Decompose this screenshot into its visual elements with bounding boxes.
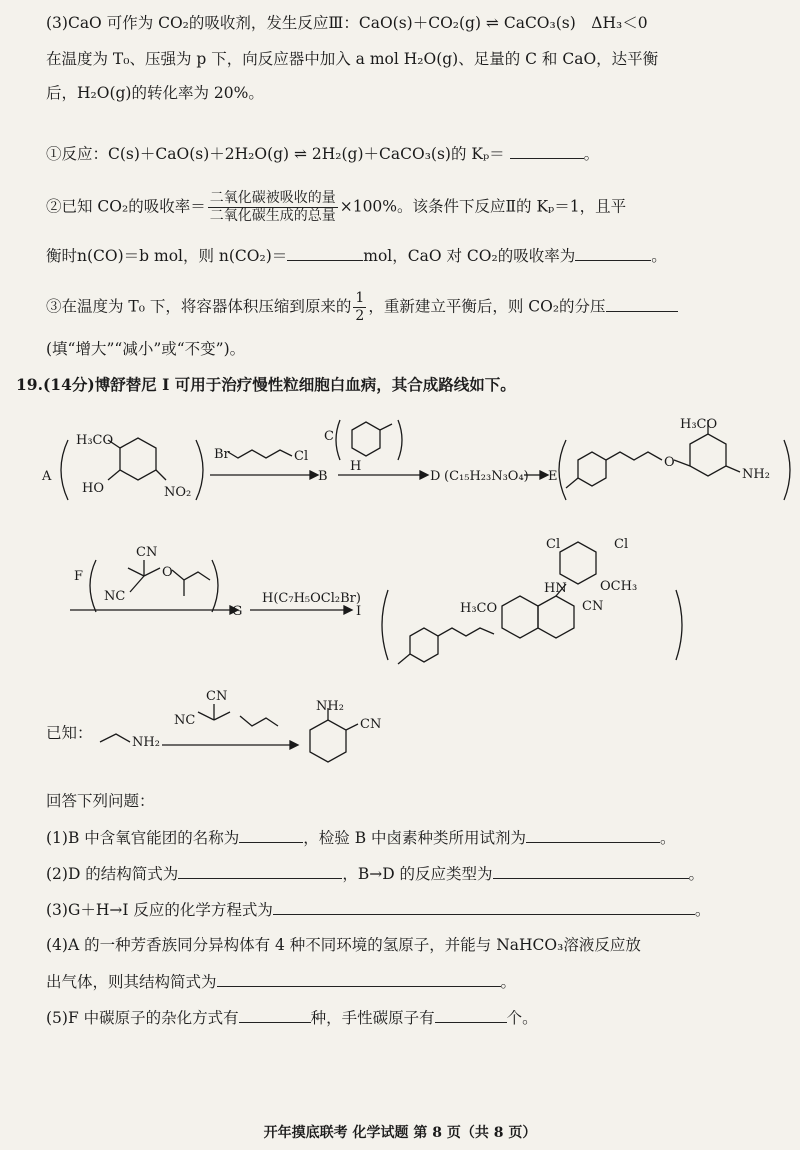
quinoline-ring-b <box>538 596 574 638</box>
sub3-text-a: ③在温度为 T₀ 下，将容器体积压缩到原来的 <box>46 297 352 316</box>
propyl-linker <box>438 628 494 636</box>
answer-blank[interactable] <box>178 862 342 879</box>
fraction-denominator: 二氧化碳生成的总量 <box>209 208 336 224</box>
q19-heading: 19.(14分)博舒替尼 I 可用于治疗慢性粒细胞白血病，其合成路线如下。 <box>16 375 516 394</box>
arrowhead <box>310 471 318 479</box>
answer-blank[interactable] <box>239 1006 311 1023</box>
arrowhead <box>420 471 428 479</box>
known-label: 已知： <box>46 724 93 742</box>
benzene-ring-a <box>120 438 156 480</box>
p5-text-b: 种，手性碳原子有 <box>310 1009 435 1027</box>
label-i: I <box>356 604 362 619</box>
dichlorophenyl-ring <box>560 542 596 584</box>
p5-text-c: 个。 <box>506 1009 538 1027</box>
reagent-br: Br <box>214 447 230 462</box>
dihydropyridine-ring <box>310 720 346 762</box>
label-f: F <box>74 569 84 584</box>
i-chloro-1: Cl <box>546 537 561 552</box>
propyl-linker <box>606 452 662 460</box>
known-amine: NH₂ <box>132 735 160 750</box>
arrowhead <box>290 741 298 749</box>
bond <box>566 478 578 488</box>
answer-blank[interactable] <box>239 826 303 843</box>
i-chloro-2: Cl <box>614 537 629 552</box>
e-methoxy: H₃CO <box>680 417 718 432</box>
sub2-text-d: mol，CaO 对 CO₂的吸收率为 <box>363 247 576 265</box>
page-footer: 开年摸底联考 化学试题 第 8 页（共 8 页） <box>263 1125 537 1141</box>
a-hydroxy: HO <box>82 481 104 496</box>
arrowhead <box>540 471 548 479</box>
bracket-left <box>559 440 566 500</box>
e-ether-o: O <box>664 455 675 470</box>
benzene-ring-e <box>690 434 726 476</box>
bond <box>144 568 160 576</box>
i-amine-hn: HN <box>544 581 567 596</box>
q18-3-cond1: 在温度为 T₀、压强为 p 下，向反应器中加入 a mol H₂O(g)、足量的 C 和 CaO，达平衡 <box>46 50 659 68</box>
f-ether-o: O <box>162 565 173 580</box>
f-nc: NC <box>104 589 126 604</box>
answer-intro: 回答下列问题： <box>46 792 155 810</box>
known-cn: CN <box>206 689 228 704</box>
bond <box>128 568 144 576</box>
piperazine-ring <box>578 452 606 486</box>
label-a: A <box>42 469 52 484</box>
label-e: E <box>548 469 558 484</box>
label-b: B <box>318 469 328 484</box>
q19-part-4: (4)A 的一种芳香族同分异构体有 4 种不同环境的氢原子，并能与 NaHCO₃溶液反应放 <box>46 936 641 954</box>
bracket-right <box>196 440 203 500</box>
bracket-left <box>90 560 96 612</box>
answer-blank[interactable] <box>273 898 695 915</box>
sub2-text-c: 衡时n(CO)＝b mol，则 n(CO₂)＝ <box>46 247 288 265</box>
q18-3-cond2: 后，H₂O(g)的转化率为 20%。 <box>46 84 264 102</box>
bracket-right <box>398 420 402 460</box>
a-nitro: NO₂ <box>164 485 192 500</box>
reagent-h: H(C₇H₅OCl₂Br) <box>262 591 361 606</box>
bracket-right <box>784 440 790 500</box>
chain-bromochloropropane <box>228 450 292 458</box>
p2-text-b: ，B→D 的反应类型为 <box>342 865 493 883</box>
reagent-cl: Cl <box>294 449 309 464</box>
q18-3-sub2-cont: 衡时n(CO)＝b mol，则 n(CO₂)＝ mol，CaO 对 CO₂的吸收率为 。 <box>46 244 800 267</box>
p2-text-a: (2)D 的结构简式为 <box>46 865 179 883</box>
a-methoxy: H₃CO <box>76 433 114 448</box>
bond <box>398 654 410 664</box>
answer-blank[interactable] <box>493 862 689 879</box>
sec-butyl <box>172 570 210 580</box>
i-methoxy-right: OCH₃ <box>600 579 638 594</box>
piperazine-ring <box>410 628 438 662</box>
bracket-left <box>382 590 388 660</box>
bond <box>130 576 144 592</box>
fraction-numerator: 1 <box>355 290 365 306</box>
label-c: C <box>324 429 334 444</box>
fraction-numerator: 二氧化碳被吸收的量 <box>209 190 336 206</box>
q19-part-2: (2)D 的结构简式为 ，B→D 的反应类型为 。 <box>46 862 800 885</box>
answer-blank[interactable] <box>435 1006 507 1023</box>
label-d: D <box>430 469 441 484</box>
bond <box>346 724 358 730</box>
sec-butyl <box>240 716 278 726</box>
i-cyano: CN <box>582 599 604 614</box>
bond <box>380 424 392 430</box>
label-g: G <box>232 604 243 619</box>
known-product-cyano: CN <box>360 717 382 732</box>
p5-text-a: (5)F 中碳原子的杂化方式有 <box>46 1009 239 1027</box>
answer-blank[interactable] <box>217 970 501 987</box>
d-formula: (C₁₅H₂₃N₃O₄) <box>444 469 529 484</box>
f-cn: CN <box>136 545 158 560</box>
q18-3-sub3-cont: (填“增大”“减小”或“不变”)。 <box>46 340 246 358</box>
bracket-left <box>336 420 340 460</box>
bond <box>198 712 214 720</box>
piperazine-ring <box>352 422 380 456</box>
p1-text-b: ，检验 B 中卤素种类所用试剂为 <box>303 829 527 847</box>
p3-text: (3)G＋H→I 反应的化学方程式为 <box>46 901 273 919</box>
arrowhead <box>344 606 352 614</box>
c-nh: H <box>350 459 362 474</box>
e-amino: NH₂ <box>742 467 770 482</box>
sub2-text-b: ×100%。该条件下反应Ⅱ的 Kₚ＝1，且平 <box>339 197 627 216</box>
i-methoxy-left: H₃CO <box>460 601 498 616</box>
known-nc: NC <box>174 713 196 728</box>
bond <box>726 466 740 472</box>
sub3-text-b: ，重新建立平衡后，则 CO₂的分压 <box>368 297 606 316</box>
sub1-text: ①反应：C(s)＋CaO(s)＋2H₂O(g) ⇌ 2H₂(g)＋CaCO₃(s)的 Kₚ＝ <box>46 145 505 163</box>
fraction-denominator: 2 <box>355 308 365 324</box>
answer-blank[interactable] <box>526 826 660 843</box>
bracket-right <box>676 590 682 660</box>
sub2-text-a: ②已知 CO₂的吸收率＝ <box>46 197 206 216</box>
p4-text-b: 出气体，则其结构简式为 <box>46 973 217 991</box>
bond <box>214 712 230 720</box>
quinoline-ring-a <box>502 596 538 638</box>
q19-part-5 <box>46 1006 800 1029</box>
bracket-left <box>61 440 68 500</box>
q19-part-3: (3)G＋H→I 反应的化学方程式为 。 <box>46 898 800 921</box>
known-product-amine: NH₂ <box>316 699 344 714</box>
q19-part-4-cont: 出气体，则其结构简式为 。 <box>46 970 800 993</box>
q19-part-1: (1)B 中含氧官能团的名称为 ，检验 B 中卤素种类所用试剂为 。 <box>46 826 800 849</box>
q18-3-intro: (3)CaO 可作为 CO₂的吸收剂，发生反应Ⅲ：CaO(s)＋CO₂(g) ⇌ CaCO₃(s) ΔH₃＜0 <box>46 14 648 32</box>
bracket-right <box>212 560 218 612</box>
bond <box>674 460 690 466</box>
p1-text-a: (1)B 中含氧官能团的名称为 <box>46 829 240 847</box>
q18-3-sub1: ①反应：C(s)＋CaO(s)＋2H₂O(g) ⇌ 2H₂(g)＋CaCO₃(s)的 Kₚ＝ 。 <box>46 142 800 165</box>
bond <box>156 470 166 480</box>
bond <box>108 470 120 480</box>
